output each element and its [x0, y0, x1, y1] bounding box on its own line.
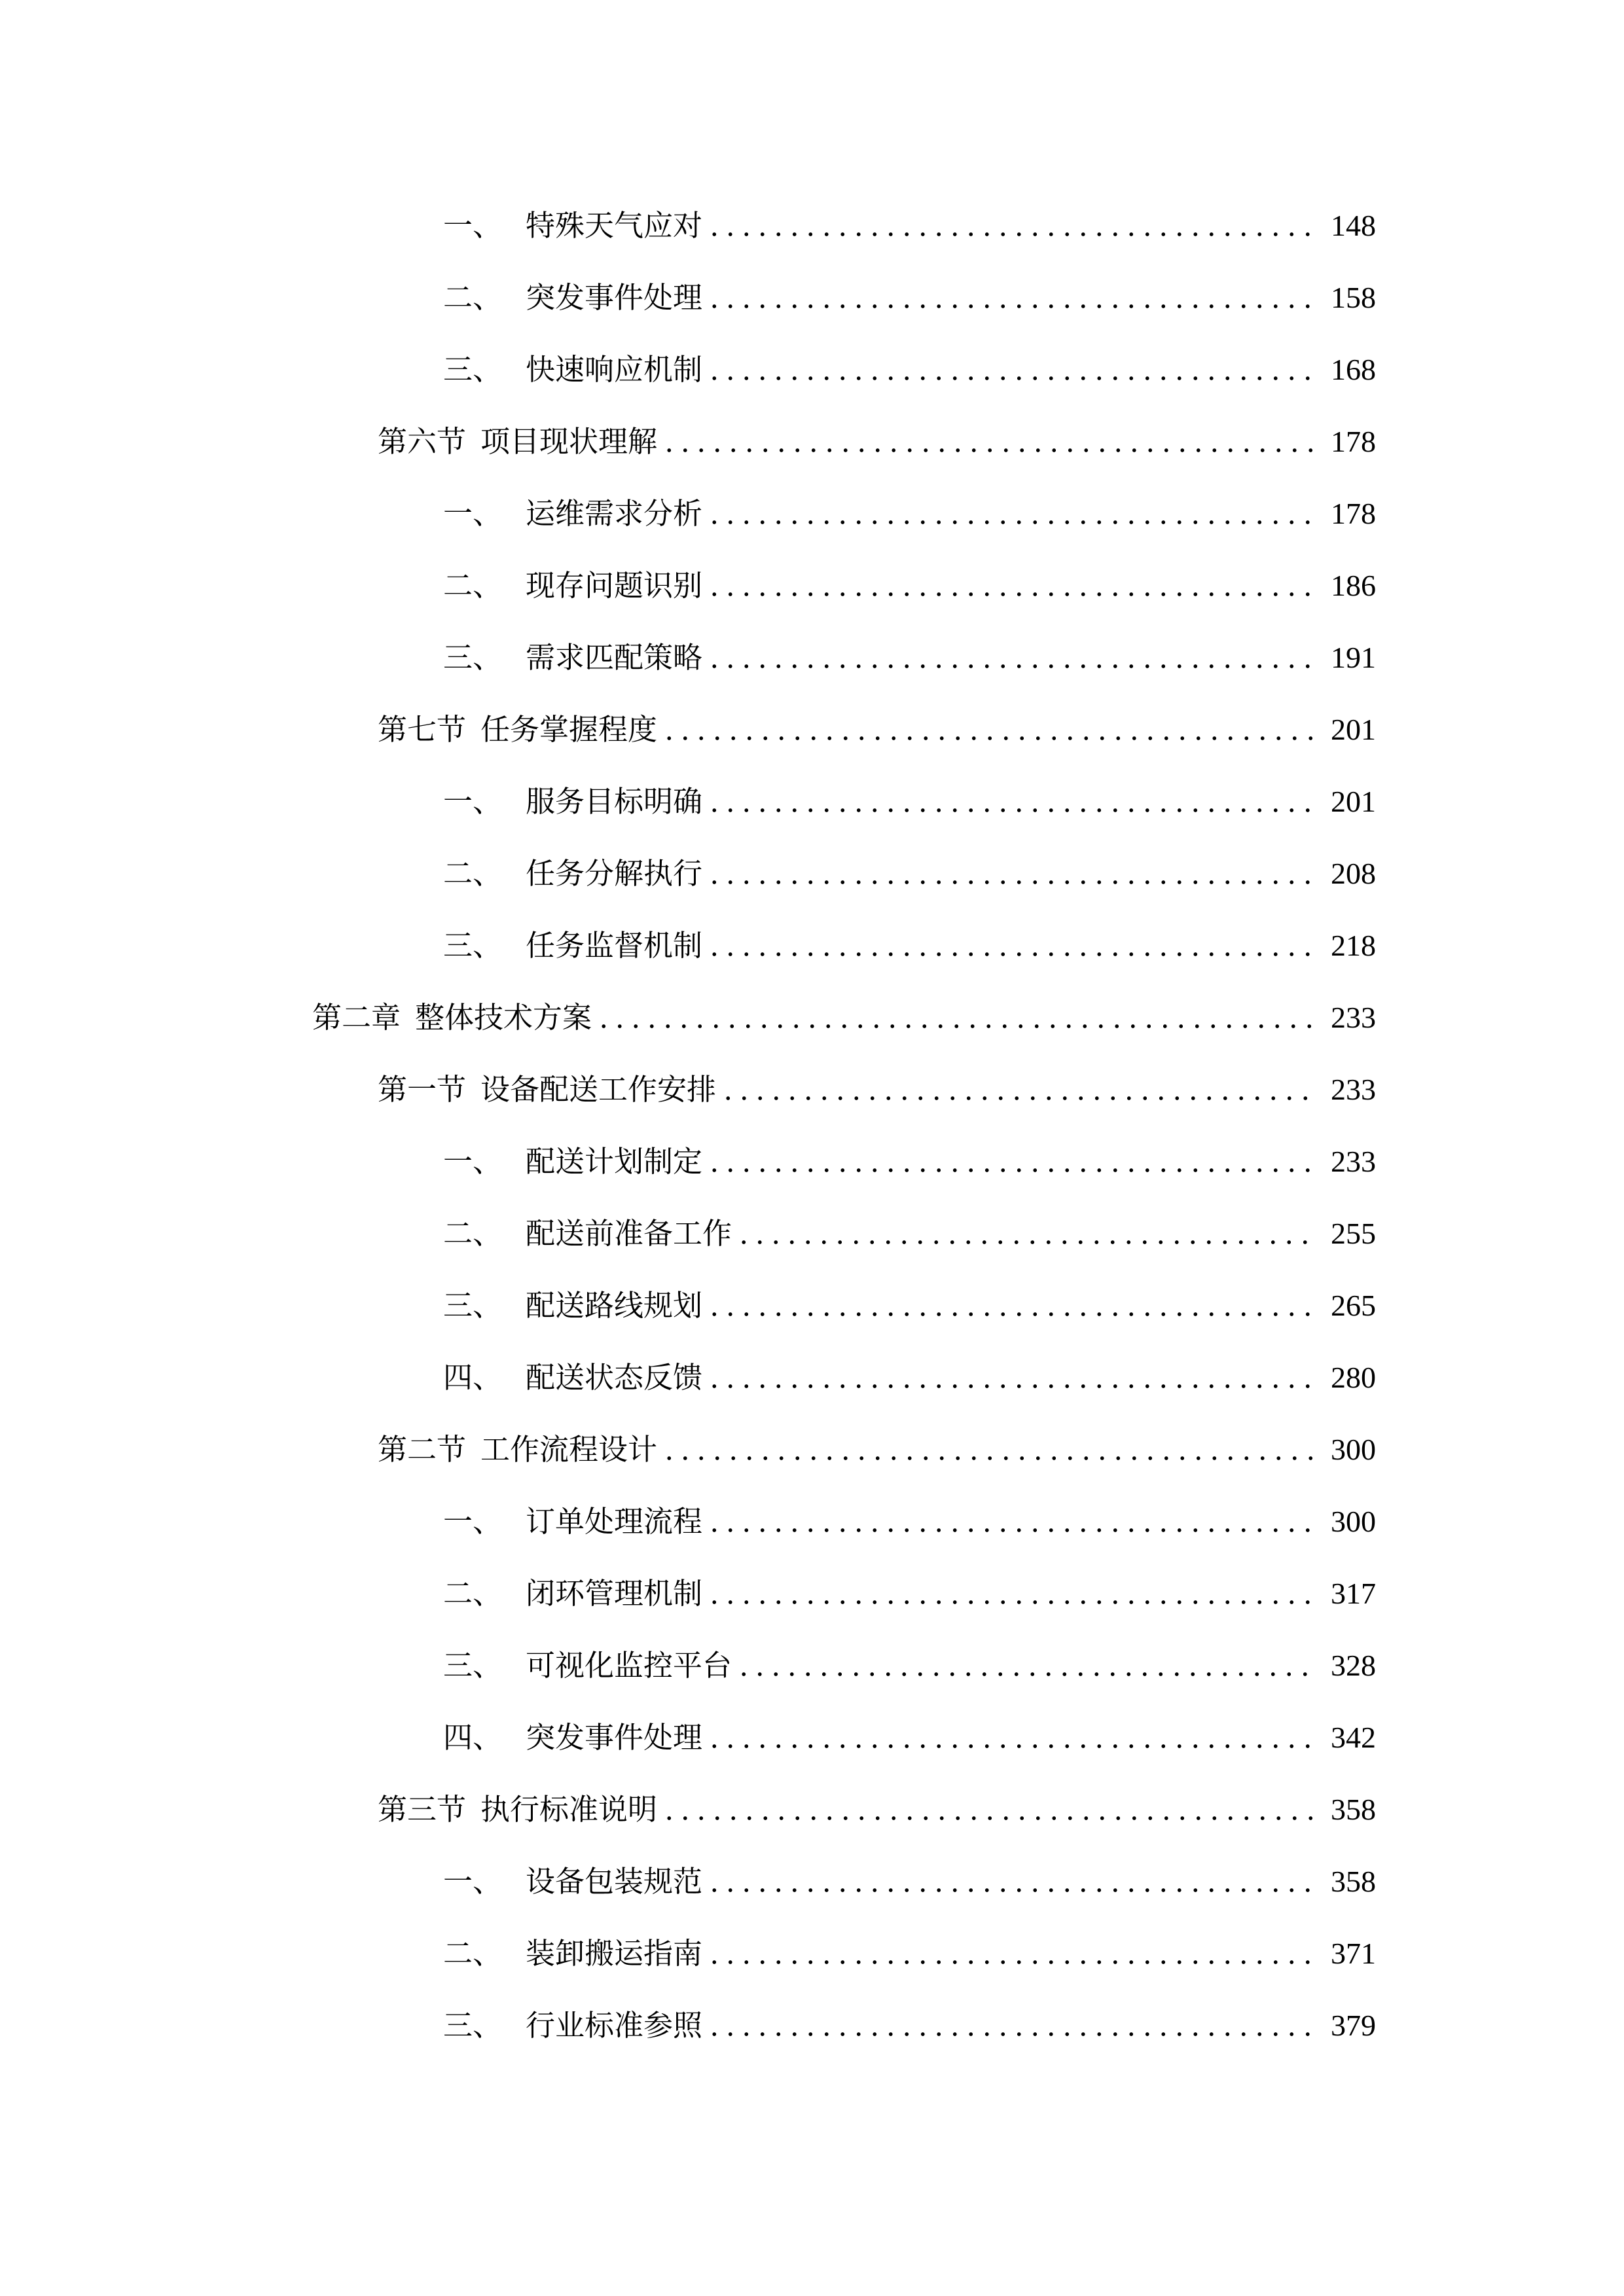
entry-title: 工作流程设计: [480, 1432, 658, 1467]
entry-title: 配送前准备工作: [526, 1216, 732, 1251]
entry-page-number: 186: [1331, 569, 1376, 602]
entry-number: 二、: [443, 856, 503, 891]
dot-leader: [596, 998, 1318, 1037]
toc-entry[interactable]: [443, 2006, 1376, 2045]
entry-page-number: 178: [1331, 425, 1376, 458]
entry-number: 第三节: [378, 1792, 467, 1827]
toc-entry[interactable]: [443, 638, 1376, 677]
entry-number: 第二章: [312, 1000, 401, 1035]
dot-leader: [706, 1934, 1318, 1973]
entry-number: 二、: [443, 1216, 503, 1251]
toc-entry[interactable]: [378, 1070, 1376, 1109]
dot-leader: [706, 2006, 1318, 2045]
dot-leader: [736, 1214, 1318, 1253]
dot-leader: [706, 1862, 1318, 1901]
entry-page-number: 300: [1331, 1505, 1376, 1538]
dot-leader: [720, 1070, 1318, 1109]
entry-title: 装卸搬运指南: [526, 1936, 703, 1971]
dot-leader: [661, 710, 1318, 749]
entry-title: 突发事件处理: [526, 1720, 703, 1755]
entry-page-number: 265: [1331, 1289, 1376, 1322]
entry-title: 服务目标明确: [526, 784, 703, 819]
entry-number: 一、: [443, 784, 503, 819]
entry-title: 需求匹配策略: [526, 640, 703, 675]
entry-page-number: 158: [1331, 281, 1376, 314]
dot-leader: [706, 278, 1318, 317]
toc-entry[interactable]: [443, 1862, 1376, 1901]
entry-title: 整体技术方案: [415, 1000, 592, 1035]
toc-entry[interactable]: [443, 566, 1376, 605]
toc-entry[interactable]: [443, 1286, 1376, 1325]
dot-leader: [706, 206, 1318, 245]
toc-entry[interactable]: [378, 422, 1376, 461]
entry-page-number: 342: [1331, 1721, 1376, 1754]
entry-page-number: 358: [1331, 1865, 1376, 1898]
entry-number: 第六节: [378, 424, 467, 459]
entry-title: 订单处理流程: [526, 1504, 703, 1539]
toc-entry[interactable]: [443, 1934, 1376, 1973]
entry-number: 一、: [443, 1144, 503, 1179]
entry-number: 三、: [443, 1648, 503, 1683]
dot-leader: [706, 494, 1318, 533]
entry-page-number: 371: [1331, 1937, 1376, 1970]
entry-page-number: 148: [1331, 209, 1376, 242]
entry-number: 第七节: [378, 712, 467, 747]
dot-leader: [706, 854, 1318, 893]
dot-leader: [706, 566, 1318, 605]
entry-page-number: 233: [1331, 1073, 1376, 1106]
entry-number: 一、: [443, 208, 503, 243]
entry-title: 运维需求分析: [526, 496, 703, 531]
entry-page-number: 280: [1331, 1361, 1376, 1394]
toc-entry[interactable]: [443, 278, 1376, 317]
entry-title: 项目现状理解: [480, 424, 658, 459]
entry-title: 任务掌握程度: [480, 712, 658, 747]
toc-entry[interactable]: [443, 782, 1376, 821]
entry-title: 行业标准参照: [526, 2008, 703, 2043]
toc-entry[interactable]: [378, 1790, 1376, 1829]
entry-page-number: 208: [1331, 857, 1376, 890]
toc-entry[interactable]: [443, 926, 1376, 965]
entry-page-number: 317: [1331, 1577, 1376, 1610]
entry-title: 任务分解执行: [526, 856, 703, 891]
toc-entry[interactable]: [443, 1646, 1376, 1685]
entry-page-number: 178: [1331, 497, 1376, 530]
entry-page-number: 358: [1331, 1793, 1376, 1826]
dot-leader: [706, 1502, 1318, 1541]
entry-title: 闭环管理机制: [526, 1576, 703, 1611]
entry-number: 四、: [443, 1360, 503, 1395]
entry-number: 三、: [443, 640, 503, 675]
entry-number: 一、: [443, 1504, 503, 1539]
entry-title: 设备配送工作安排: [480, 1072, 717, 1107]
dot-leader: [706, 1574, 1318, 1613]
dot-leader: [661, 422, 1318, 461]
entry-page-number: 201: [1331, 785, 1376, 818]
entry-page-number: 168: [1331, 353, 1376, 386]
dot-leader: [706, 926, 1318, 965]
toc-entry[interactable]: [443, 1718, 1376, 1757]
entry-number: 三、: [443, 1288, 503, 1323]
entry-page-number: 379: [1331, 2009, 1376, 2042]
entry-title: 特殊天气应对: [526, 208, 703, 243]
toc-entry[interactable]: [443, 1502, 1376, 1541]
entry-number: 二、: [443, 568, 503, 603]
entry-title: 突发事件处理: [526, 280, 703, 315]
dot-leader: [661, 1790, 1318, 1829]
entry-number: 二、: [443, 280, 503, 315]
dot-leader: [661, 1430, 1318, 1469]
toc-entry[interactable]: [378, 710, 1376, 749]
entry-number: 第二节: [378, 1432, 467, 1467]
entry-number: 三、: [443, 2008, 503, 2043]
entry-title: 执行标准说明: [480, 1792, 658, 1827]
toc-entry[interactable]: [443, 1358, 1376, 1397]
entry-page-number: 233: [1331, 1001, 1376, 1034]
dot-leader: [706, 638, 1318, 677]
entry-page-number: 255: [1331, 1217, 1376, 1250]
entry-title: 快速响应机制: [526, 352, 703, 387]
toc-entry[interactable]: [443, 350, 1376, 389]
toc-entry[interactable]: [443, 854, 1376, 893]
entry-number: 三、: [443, 928, 503, 963]
entry-title: 配送状态反馈: [526, 1360, 703, 1395]
toc-entry[interactable]: [443, 1142, 1376, 1181]
dot-leader: [736, 1646, 1318, 1685]
entry-number: 第一节: [378, 1072, 467, 1107]
toc-entry[interactable]: [443, 1574, 1376, 1613]
dot-leader: [706, 1286, 1318, 1325]
entry-number: 一、: [443, 496, 503, 531]
entry-page-number: 328: [1331, 1649, 1376, 1682]
entry-page-number: 218: [1331, 929, 1376, 962]
toc-entry[interactable]: [312, 998, 1376, 1037]
entry-title: 配送计划制定: [526, 1144, 703, 1179]
entry-title: 任务监督机制: [526, 928, 703, 963]
toc-entry[interactable]: [443, 206, 1376, 245]
toc-entry[interactable]: [443, 494, 1376, 533]
dot-leader: [706, 1142, 1318, 1181]
toc-entry[interactable]: [378, 1430, 1376, 1469]
toc-entry[interactable]: [443, 1214, 1376, 1253]
entry-number: 二、: [443, 1576, 503, 1611]
entry-title: 可视化监控平台: [526, 1648, 732, 1683]
entry-title: 设备包装规范: [526, 1864, 703, 1899]
dot-leader: [706, 350, 1318, 389]
entry-page-number: 233: [1331, 1145, 1376, 1178]
dot-leader: [706, 1358, 1318, 1397]
dot-leader: [706, 782, 1318, 821]
entry-title: 现存问题识别: [526, 568, 703, 603]
entry-title: 配送路线规划: [526, 1288, 703, 1323]
entry-page-number: 191: [1331, 641, 1376, 674]
entry-number: 一、: [443, 1864, 503, 1899]
entry-number: 二、: [443, 1936, 503, 1971]
entry-number: 四、: [443, 1720, 503, 1755]
dot-leader: [706, 1718, 1318, 1757]
entry-number: 三、: [443, 352, 503, 387]
entry-page-number: 201: [1331, 713, 1376, 746]
entry-page-number: 300: [1331, 1433, 1376, 1466]
